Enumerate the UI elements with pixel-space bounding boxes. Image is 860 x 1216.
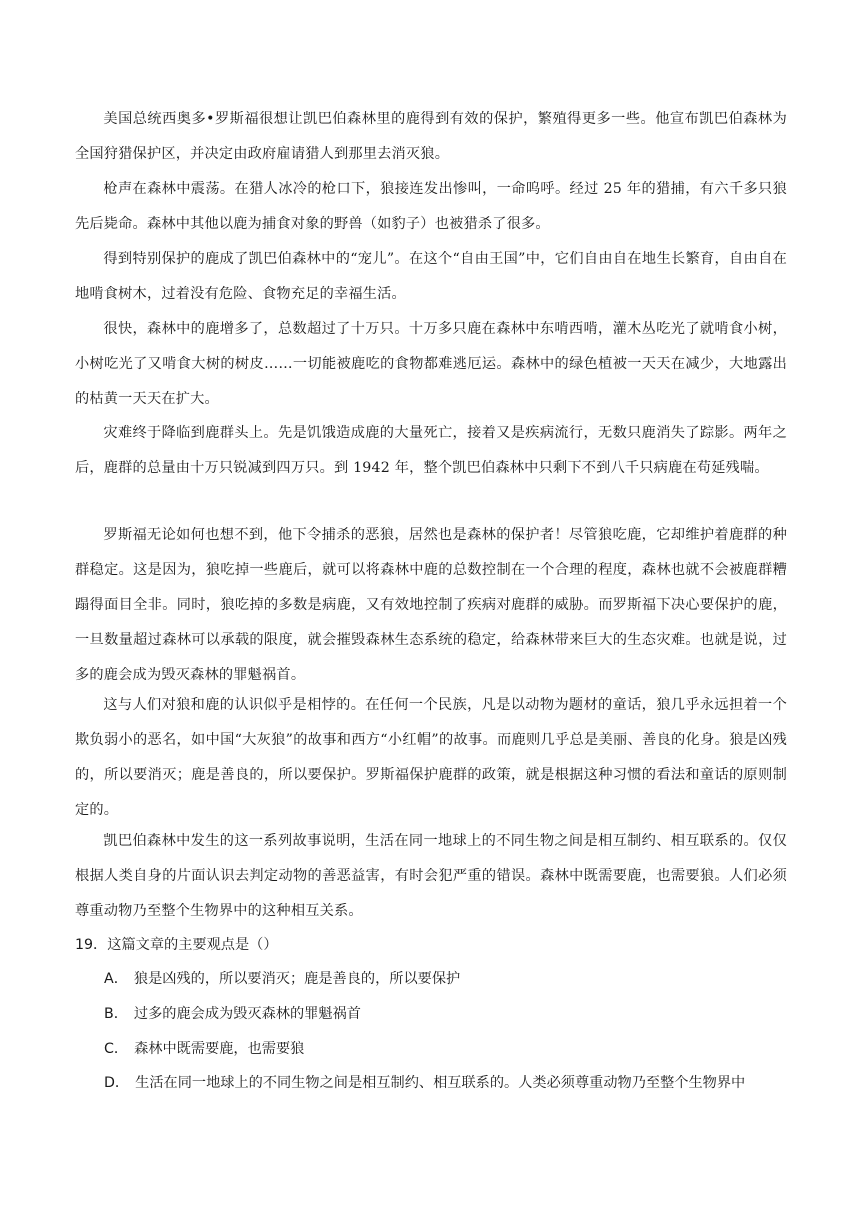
option-text: 森林中既需要鹿，也需要狼 [134, 1041, 305, 1057]
article-paragraph-4: 很快，森林中的鹿增多了，总数超过了十万只。十万多只鹿在森林中东啃西啃，灌木丛吃光了就啃食小树，小树吃光了又啃食大树的树皮……一切能被鹿吃的食物都难逃厄运。森林中的绿色植被一天天在减少，大地露出的枯黄一天天在扩大。 [75, 321, 787, 407]
question-text: 这篇文章的主要观点是（） [107, 937, 278, 953]
article-paragraph-2: 枪声在森林中震荡。在猎人冰冷的枪口下，狼接连发出惨叫，一命呜呼。经过 25 年的猎捕，有六千多只狼先后毙命。森林中其他以鹿为捕食对象的野兽（如豹子）也被猎杀了很多。 [75, 181, 787, 232]
option-letter: C． [104, 1041, 129, 1057]
option-text: 过多的鹿会成为毁灭森林的罪魁祸首 [133, 1006, 361, 1022]
option-c[interactable] [104, 1032, 794, 1067]
question-number: 19． [75, 937, 108, 953]
option-text: 生活在同一地球上的不同生物之间是相互制约、相互联系的。人类必须尊重动物乃至整个生物界中 [135, 1075, 746, 1091]
article-paragraph-8: 凯巴伯森林中发生的这一系列故事说明，生活在同一地球上的不同生物之间是相互制约、相互联系的。仅仅根据人类自身的片面认识去判定动物的善恶益害，有时会犯严重的错误。森林中既需要鹿，也需要狼。人们必须尊重动物乃至整个生物界中的这种相互关系。 [75, 833, 787, 919]
option-text: 狼是凶残的，所以要消灭；鹿是善良的，所以要保护 [133, 971, 461, 987]
option-letter: D． [104, 1075, 130, 1091]
article-paragraph-5: 灾难终于降临到鹿群头上。先是饥饿造成鹿的大量死亡，接着又是疾病流行，无数只鹿消失了踪影。两年之后，鹿群的总量由十万只锐减到四万只。到 1942 年，整个凯巴伯森林中只剩下不到八千只病鹿在苟延残喘。 [75, 425, 787, 476]
option-a[interactable] [104, 962, 794, 997]
option-d[interactable] [104, 1066, 794, 1101]
option-b[interactable] [104, 997, 794, 1032]
article-paragraph-7: 这与人们对狼和鹿的认识似乎是相悖的。在任何一个民族，凡是以动物为题材的童话，狼几乎永远担着一个欺负弱小的恶名，如中国“大灰狼”的故事和西方“小红帽”的故事。而鹿则几乎总是美丽、善良的化身。狼是凶残的，所以要消灭；鹿是善良的，所以要保护。罗斯福保护鹿群的政策，就是根据这种习惯的看法和童话的原则制定的。 [75, 697, 787, 818]
article-paragraph-1: 美国总统西奥多•罗斯福很想让凯巴伯森林里的鹿得到有效的保护，繁殖得更多一些。他宣布凯巴伯森林为全国狩猎保护区，并决定由政府雇请猎人到那里去消灭狼。 [75, 111, 787, 162]
article-paragraph-6: 罗斯福无论如何也想不到，他下令捕杀的恶狼，居然也是森林的保护者！尽管狼吃鹿，它却维护着鹿群的种群稳定。这是因为，狼吃掉一些鹿后，就可以将森林中鹿的总数控制在一个合理的程度，森林也就不会被鹿群糟蹋得面目全非。同时，狼吃掉的多数是病鹿，又有效地控制了疾病对鹿群的威胁。而罗斯福下决心要保护的鹿，一旦数量超过森林可以承载的限度，就会摧毁森林生态系统的稳定，给森林带来巨大的生态灾难。也就是说，过多的鹿会成为毁灭森林的罪魁祸首。 [75, 527, 787, 683]
question-stem [75, 928, 787, 963]
option-letter: A． [104, 971, 128, 987]
option-letter: B． [104, 1006, 128, 1022]
article-paragraph-3: 得到特别保护的鹿成了凯巴伯森林中的“宠儿”。在这个“自由王国”中，它们自由自在地生长繁育，自由自在地啃食树木，过着没有危险、食物充足的幸福生活。 [75, 251, 787, 302]
